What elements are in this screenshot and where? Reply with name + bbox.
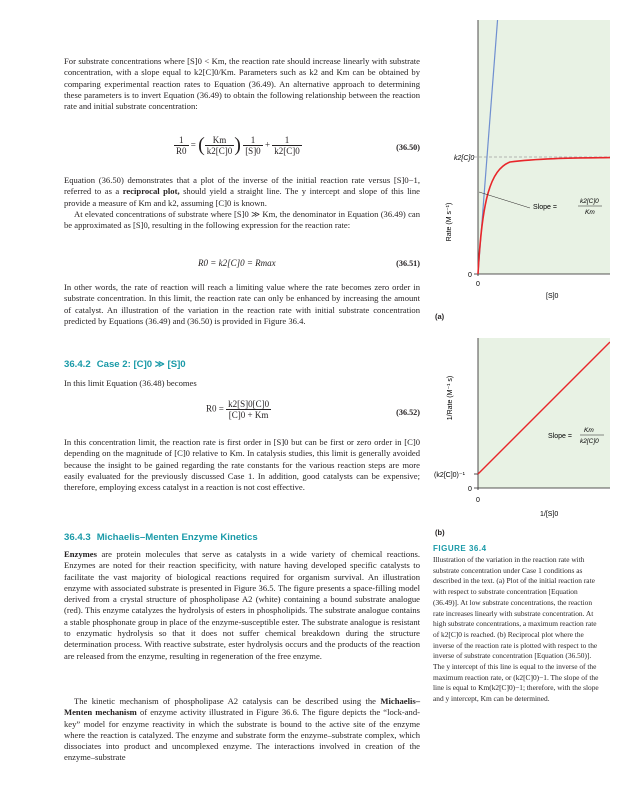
- panel-a-limit-label: k2[C]0: [454, 155, 475, 162]
- panel-b-y-axis-label: 1/Rate (M⁻¹ s): [447, 375, 454, 421]
- panel-b-intercept-label: (k2[C]0)⁻¹: [434, 472, 465, 479]
- equation-number: (36.52): [396, 408, 420, 417]
- panel-a-background: [478, 20, 610, 274]
- paragraph-5: In this limit Equation (36.48) becomes: [64, 378, 197, 388]
- panel-a-origin-y: 0: [468, 272, 472, 279]
- panel-b-origin-x: 0: [476, 497, 480, 504]
- paragraph-2: Equation (36.50) demonstrates that a plot of the inverse of the initial reaction rate versus [S]0−1, referred to as a reciprocal plot, should yield a straight line. The y intercept and slope of this line provide a measure of Km and k2, assuming [C]0 is known.: [64, 175, 420, 208]
- panel-a-slope-den: Km: [585, 209, 595, 216]
- term-michaelis-menten: Michaelis–Menten mechanism: [64, 696, 420, 718]
- panel-b-slope-den: k2[C]0: [580, 438, 599, 445]
- term-reciprocal-plot: reciprocal plot,: [122, 186, 180, 197]
- paragraph-3: At elevated concentrations of substrate where [S]0 ≫ Km, the denominator in Equation (36.49) can be approximated as [S]0, resulting in the following expression for the reaction rate:: [64, 209, 420, 231]
- panel-b-origin-y: 0: [468, 486, 472, 493]
- panel-b-background: [478, 338, 610, 488]
- panel-b-x-axis-label: 1/[S]0: [540, 511, 559, 518]
- eq-lhs: $\frac{1}{R0}$: [176, 135, 187, 156]
- figure-caption-title: FIGURE 36.4: [433, 544, 487, 553]
- equation-number: (36.51): [396, 259, 420, 268]
- equation-36-52: R0 = $\frac{k2[S]0[C]0}{[C]0 + Km}$ (36.52): [206, 399, 420, 420]
- panel-a-x-axis-label: [S]0: [546, 293, 559, 300]
- panel-b-slope-num: Km: [584, 427, 594, 434]
- paragraph-8: The kinetic mechanism of phospholipase A2 catalysis can be described using the Michaelis–Menten mechanism of enzyme activity illustrated in Figure 36.6. The figure depicts the “lock-and-key” model for enzyme reactivity in which the substrate is bound to the active site of the enzyme where the reaction is catalyzed. The enzyme and substrate form the enzyme–substrate complex, which dissociates into product and uncomplexed enzyme. The interactions involved in creation of the enzyme–substrate: [64, 696, 420, 763]
- figure-caption: Illustration of the variation in the reaction rate with substrate concentration under Case 1 conditions as described in the text. (a) Plot of the initial reaction rate with respect to substrate concentration [Equation (36.49)]. At low substrate concentrations, the reaction rate increases linearly with substrate concentration. At high substrate concentrations, a maximum reaction rate of k2[C]0 is reached. (b) Reciprocal plot where the inverse of the reaction rate is plotted with respect to the inverse of substrate concentration [Equation (36.50)]. The y intercept of this line is equal to the inverse of the maximum reaction rate, or (k2[C]0)−1. The slope of the line is equal to Km(k2[C]0)−1; therefore, with the slope and y intercept, Km can be determined.: [433, 555, 599, 704]
- equation-36-51: R0 = k2[C]0 = Rmax (36.51): [198, 258, 420, 268]
- panel-b-slope-text: Slope =: [548, 433, 572, 440]
- paragraph-4: In other words, the rate of reaction will reach a limiting value where the rate becomes zero order in substrate concentration. In this limit, the reaction rate can only be enhanced by increasing the amount of catalyst. An illustration of the variation in the reaction rate with initial substrate concentration predicted by Equations (36.49) and (36.50) is provided in Figure 36.4.: [64, 282, 420, 326]
- equation-36-50: $\frac{1}{R0}$ = ( $\frac{Km}{k2[C]0}$ ) $\frac{1}{[S]0}$ + $\frac{1}{k2[C]0}$ (36.50): [176, 134, 420, 156]
- panel-a-origin-x: 0: [476, 281, 480, 288]
- paragraph-7: Enzymes are protein molecules that serve as catalysts in a wide variety of chemical reactions. Enzymes are noted for their reaction specificity, with nature having developed specific catalysts to facilitate the vast majority of biological reactions required for organism survival. An illustration enzyme with associated substrate is presented in Figure 36.5. The figure presents a space-filling model derived from a crystal structure of phospholipase A2 (white) containing a bound substrate analogue (red). This enzyme catalyzes the hydrolysis of esters in phospholipids. The substrate analogue contains a stable phosphonate group in place of the enzyme-susceptible ester. The substrate analogue is resistant to enzymatic hydrolysis so that it does not suffer chemical breakdown during the structure determination process. With reactive substrate, ester hydrolysis occurs and the products of the reaction are released from the enzyme, resulting in regeneration of the free enzyme.: [64, 549, 420, 661]
- panel-a-y-axis-label: Rate (M s⁻¹): [446, 202, 453, 242]
- equation-number: (36.50): [396, 143, 420, 152]
- panel-a-slope-text: Slope =: [533, 204, 557, 211]
- panel-a-label: (a): [435, 312, 445, 321]
- section-heading-36-4-3: 36.4.3 Michaelis–Menten Enzyme Kinetics: [64, 532, 258, 543]
- term-enzymes: Enzymes: [64, 549, 97, 559]
- paragraph-6: In this concentration limit, the reaction rate is first order in [S]0 but can be first or zero order in [C]0 depending on the magnitude of [C]0 relative to Km. In catalysis studies, this limit is generally avoided because the insight to be gained regarding the rate constants for the various reaction steps are more easily evaluated for the previously discussed Case 1. In addition, good catalysts can be expensive; therefore, employing excess catalyst in a reaction is not cost effective.: [64, 437, 420, 493]
- section-heading-36-4-2: 36.4.2 Case 2: [C]0 ≫ [S]0: [64, 359, 186, 370]
- paragraph-1: For substrate concentrations where [S]0 < Km, the reaction rate should increase linearly with substrate concentration, with a slope equal to k2[C]0/Km. Parameters such as k2 and Km can be obtained by comparing experimental reaction rates to Equation (36.49). An alternative approach to determining these parameters is to invert Equation (36.49) to obtain the following relationship between the reaction rate and initial substrate concentration:: [64, 56, 420, 112]
- panel-b-label: (b): [435, 528, 445, 537]
- figure-panel-b: [430, 338, 610, 518]
- figure-panel-a: [430, 20, 610, 320]
- panel-a-slope-num: k2[C]0: [580, 198, 599, 205]
